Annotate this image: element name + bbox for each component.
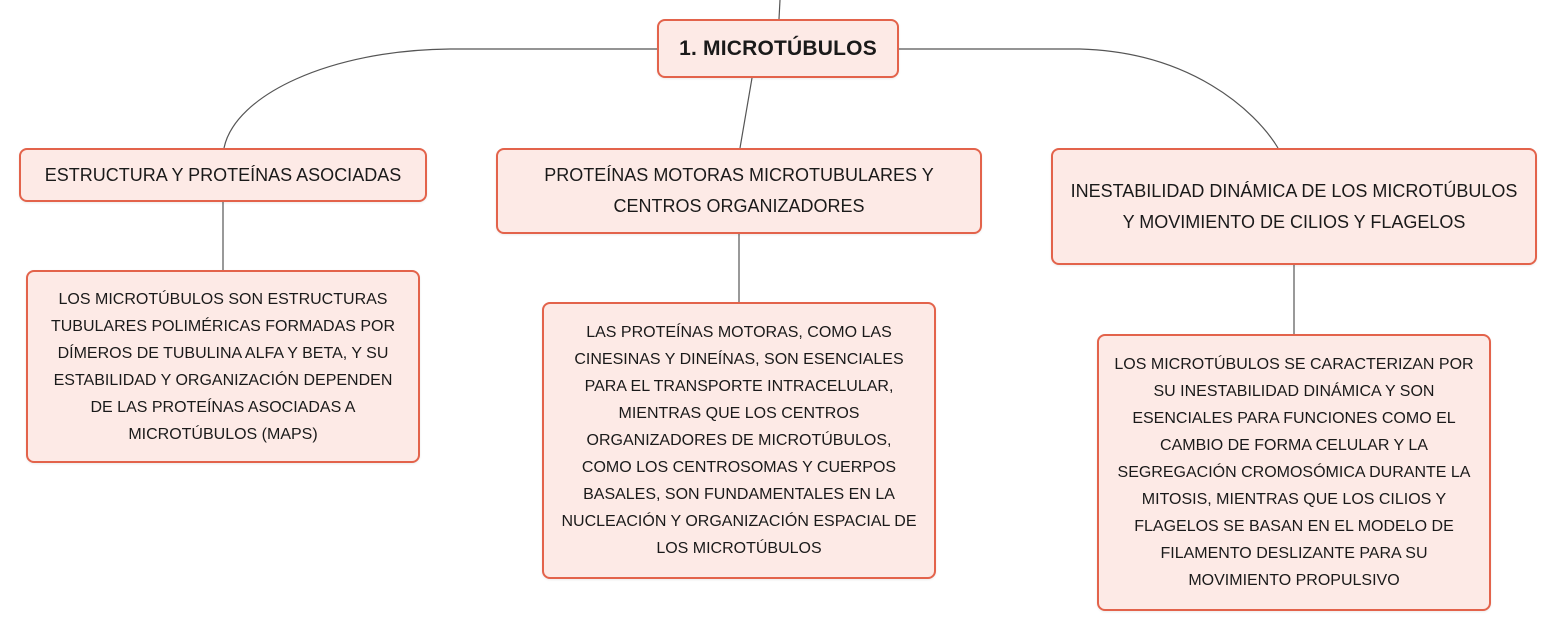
topic-title [1071,176,1518,238]
detail-line: SEGREGACIÓN CROMOSÓMICA DURANTE LA [1117,464,1471,481]
root-node[interactable] [657,19,899,78]
detail-text [1114,351,1473,594]
detail-line: LAS PROTEÍNAS MOTORAS, COMO LAS [586,324,892,341]
parent-connector [779,0,780,19]
detail-line: SU INESTABILIDAD DINÁMICA Y SON [1153,383,1435,400]
detail-line: CAMBIO DE FORMA CELULAR Y LA [1160,437,1428,454]
detail-line: FLAGELOS SE BASAN EN EL MODELO DE [1134,518,1454,535]
topic-title-line: ESTRUCTURA Y PROTEÍNAS ASOCIADAS [44,164,402,185]
topic-title [45,160,401,191]
detail-line: ESTABILIDAD Y ORGANIZACIÓN DEPENDEN [53,371,393,389]
detail-line: DE LAS PROTEÍNAS ASOCIADAS A [90,398,356,416]
detail-line: TUBULARES POLIMÉRICAS FORMADAS POR [50,317,396,335]
detail-line: MOVIMIENTO PROPULSIVO [1188,572,1400,589]
root-label: 1. MICROTÚBULOS [679,36,877,60]
detail-line: PARA EL TRANSPORTE INTRACELULAR, [584,378,894,395]
detail-line: MIENTRAS QUE LOS CENTROS [618,405,860,422]
detail-line: BASALES, SON FUNDAMENTALES EN LA [583,486,895,503]
detail-line: ESENCIALES PARA FUNCIONES COMO EL [1132,410,1456,427]
detail-line: MICROTÚBULOS (MAPS) [128,425,318,443]
topic-title-line: PROTEÍNAS MOTORAS MICROTUBULARES Y [544,165,934,185]
topic-title-line: Y MOVIMIENTO DE CILIOS Y FLAGELOS [1122,211,1466,232]
detail-line: DÍMEROS DE TUBULINA ALFA Y BETA, Y SU [57,344,389,362]
topic-title-line: INESTABILIDAD DINÁMICA DE LOS MICROTÚBULOS [1070,180,1518,201]
detail-line: COMO LOS CENTROSOMAS Y CUERPOS [581,459,897,476]
detail-text [51,286,395,448]
detail-line: LOS MICROTÚBULOS SON ESTRUCTURAS [58,290,388,308]
detail-text [561,319,916,562]
topic-node-structure[interactable] [19,148,427,202]
detail-node-motor-proteins[interactable] [542,302,936,579]
topic-title [544,160,933,222]
connector-root-to-topic-1 [224,49,657,148]
detail-line: ORGANIZADORES DE MICROTÚBULOS, [586,432,892,449]
topic-node-dynamic-instability[interactable] [1051,148,1537,265]
detail-line: LOS MICROTÚBULOS SE CARACTERIZAN POR [1114,356,1474,373]
detail-line: LOS MICROTÚBULOS [656,540,822,557]
detail-node-structure[interactable] [26,270,420,463]
detail-line: NUCLEACIÓN Y ORGANIZACIÓN ESPACIAL DE [561,513,917,530]
detail-line: MITOSIS, MIENTRAS QUE LOS CILIOS Y [1141,491,1447,508]
detail-line: CINESINAS Y DINEÍNAS, SON ESENCIALES [574,351,904,368]
connector-root-to-topic-3 [899,49,1278,148]
detail-node-dynamic-instability[interactable] [1097,334,1491,611]
topic-title-line: CENTROS ORGANIZADORES [613,196,865,216]
detail-line: FILAMENTO DESLIZANTE PARA SU [1160,545,1428,562]
connector-root-to-topic-2 [740,78,752,148]
topic-node-motor-proteins[interactable] [496,148,982,234]
